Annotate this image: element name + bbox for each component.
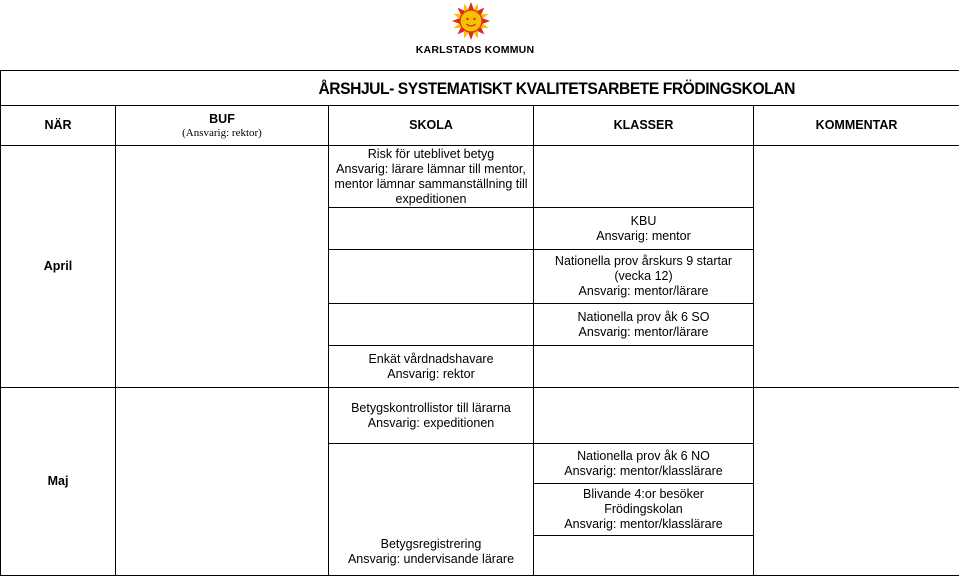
sun-icon — [450, 2, 492, 42]
klasser-cell — [534, 346, 754, 388]
entry-risk: Risk för uteblivet betyg Ansvarig: lärare lämnar till mentor, mentor lämnar sammanställning till expeditionen — [329, 146, 534, 208]
klasser-cell — [534, 146, 754, 208]
column-header-nar: NÄR — [1, 106, 116, 146]
column-header-buf — [116, 106, 329, 146]
buf-responsible: (Ansvarig: rektor) — [116, 127, 328, 139]
annual-plan-table — [0, 70, 959, 576]
kommentar-cell-april — [754, 146, 959, 388]
kommentar-cell-maj — [754, 388, 959, 576]
buf-cell-maj — [116, 388, 329, 576]
klasser-cell — [534, 536, 754, 576]
column-header-klasser: KLASSER — [534, 106, 754, 146]
table-row — [1, 388, 959, 444]
month-april: April — [1, 146, 116, 388]
org-name: KARLSTADS KOMMUN — [380, 44, 570, 56]
buf-cell-april — [116, 146, 329, 388]
document-title: ÅRSHJUL- SYSTEMATISKT KVALITETSARBETE FRÖDINGSKOLAN — [1, 81, 882, 96]
column-header-kommentar: KOMMENTAR — [754, 106, 959, 146]
title-row — [1, 71, 959, 106]
klasser-cell — [534, 388, 754, 444]
entry-betygsreg: Betygsregistrering Ansvarig: undervisande lärare — [329, 444, 534, 576]
column-header-row — [1, 106, 959, 146]
month-maj: Maj — [1, 388, 116, 576]
skola-cell — [329, 208, 534, 250]
buf-label: BUF — [209, 112, 235, 126]
entry-np6no: Nationella prov åk 6 NO Ansvarig: mentor/klasslärare — [534, 444, 754, 484]
entry-enkat: Enkät vårdnadshavare Ansvarig: rektor — [329, 346, 534, 388]
entry-kbu: KBU Ansvarig: mentor — [534, 208, 754, 250]
entry-np6so: Nationella prov åk 6 SO Ansvarig: mentor/lärare — [534, 304, 754, 346]
org-logo — [0, 2, 959, 66]
entry-betygskontroll: Betygskontrollistor till lärarna Ansvarig: expeditionen — [329, 388, 534, 444]
table-row — [1, 146, 959, 208]
skola-cell — [329, 304, 534, 346]
skola-cell — [329, 250, 534, 304]
entry-blivande: Blivande 4:or besöker Frödingskolan Ansvarig: mentor/klasslärare — [534, 484, 754, 536]
entry-np9: Nationella prov årskurs 9 startar (vecka 12) Ansvarig: mentor/lärare — [534, 250, 754, 304]
column-header-skola: SKOLA — [329, 106, 534, 146]
